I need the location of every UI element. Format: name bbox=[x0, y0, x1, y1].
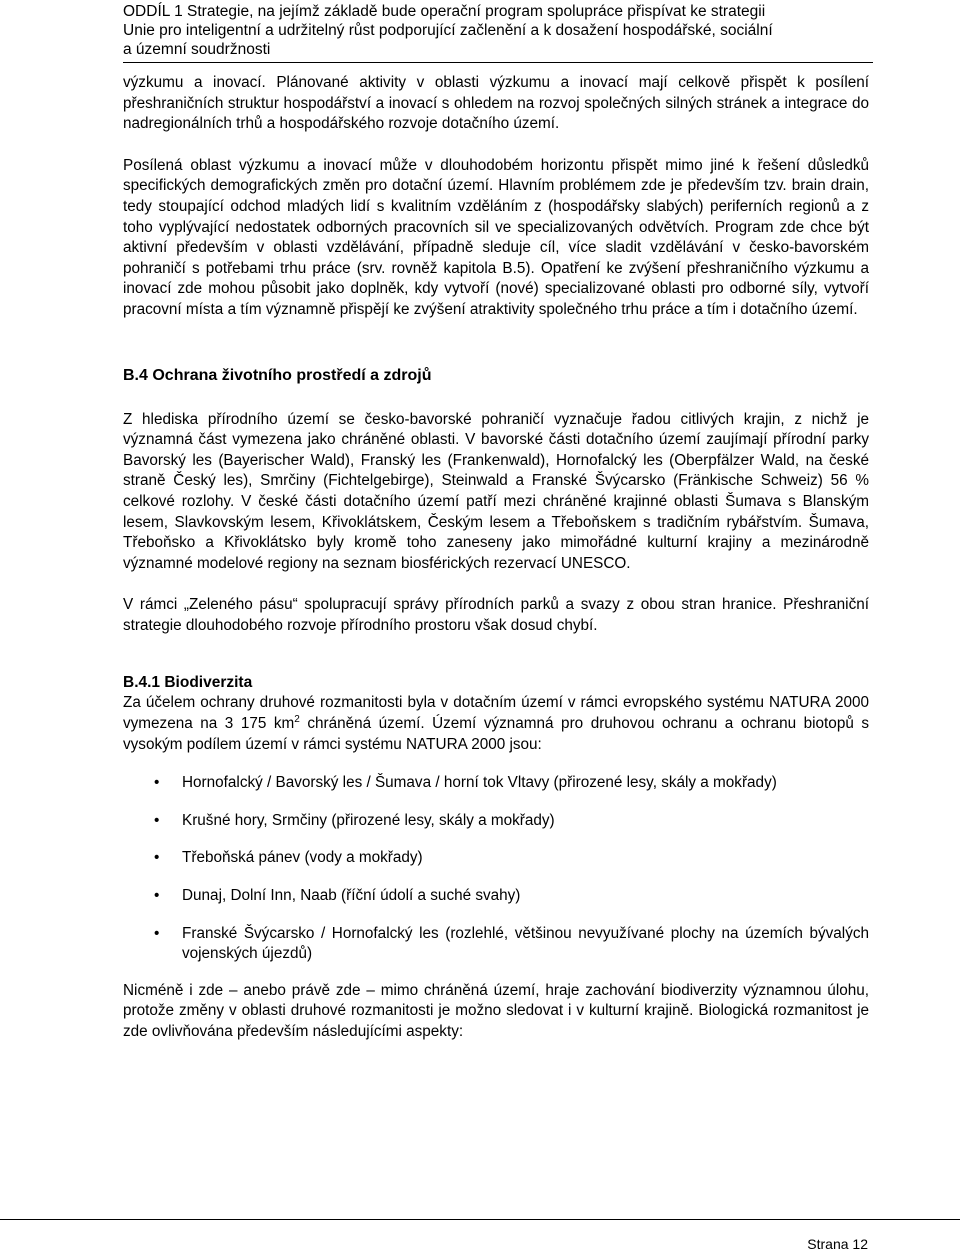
paragraph-brain-drain: Posílená oblast výzkumu a inovací může v dlouhodobém horizontu přispět mimo jiné k řešení důsledků specifických demografických změn pro dotační území. Hlavním problémem zde je především tzv. brain drain, tedy stoupající odchod mladých lidí s kvalitním vzděláním z (hospodářsky slabých) periferních regionů a z toho vyplývající nedostatek odborných pracovních sil ve specializovaných odvětvích. Program zde chce být aktivní především v oblasti vzdělávání, případně sleduje cíl, více sladit vzdělávání v česko-bavorském pohraničí s potřebami trhu práce (srv. rovněž kapitola B.5). Opatření ke zvýšení přeshraničního výzkumu a inovací zde mohou působit jako doplněk, kdy vytvoří (nové) specializované oblasti pro odborné síly, vytvoří pracovní místa a tím významně přispějí ke zvýšení atraktivity společného trhu práce a tím i dotačního území. bbox=[123, 156, 869, 318]
list-item bbox=[123, 811, 869, 832]
page-number: Strana 12 bbox=[807, 1236, 868, 1252]
list-item-text: Krušné hory, Srmčiny (přirozené lesy, skály a mokřady) bbox=[182, 811, 555, 829]
list-item bbox=[123, 886, 869, 907]
list-item bbox=[123, 924, 869, 965]
header-line-1: ODDÍL 1 Strategie, na jejímž základě bude operační program spolupráce přispívat ke strategii bbox=[123, 3, 766, 20]
bullet-icon: • bbox=[154, 924, 160, 942]
document-body bbox=[123, 73, 869, 1043]
section-heading-b4: B.4 Ochrana životního prostředí a zdrojů bbox=[123, 366, 432, 384]
bullet-icon: • bbox=[154, 774, 160, 792]
list-item bbox=[123, 848, 869, 869]
list-item-text: Franské Švýcarsko / Hornofalcký les (rozlehlé, většinou nevyužívané plochy na územích bývalých vojenských újezdů) bbox=[182, 924, 869, 963]
list-item bbox=[123, 773, 869, 794]
unit-superscript: 2 bbox=[294, 713, 300, 725]
bullet-icon: • bbox=[154, 849, 160, 867]
header-line-2: Unie pro inteligentní a udržitelný růst podporující začlenění a k dosažení hospodářské, sociální bbox=[123, 22, 773, 39]
bullet-icon: • bbox=[154, 887, 160, 905]
page-header bbox=[123, 2, 873, 63]
paragraph-biodiversity-aspects: Nicméně i zde – anebo právě zde – mimo chráněná území, hraje zachování biodiverzity významnou úlohu, protože změny v oblasti druhové rozmanitosti je možno sledovat i v kulturní krajině. Biologická rozmanitost je zde ovlivňována především následujícími aspekty: bbox=[123, 981, 869, 1040]
natura-text-before: Za účelem ochrany druhové rozmanitosti byla v dotačním území v rámci evropského systému NATURA 2000 vymezena na 3 175 km bbox=[123, 694, 869, 733]
footer-rule bbox=[0, 1219, 960, 1220]
paragraph-green-belt: V rámci „Zeleného pásu“ spolupracují správy přírodních parků a svazy z obou stran hranice. Přeshraniční strategie dlouhodobého rozvoje přírodního prostoru však dosud chybí. bbox=[123, 596, 869, 634]
list-item-text: Hornofalcký / Bavorský les / Šumava / horní tok Vltavy (přirozené lesy, skály a mokřady) bbox=[182, 774, 777, 792]
natura-text-after: chráněná území. Území významná pro druhovou ochranu a ochranu biotopů s vysokým podílem území v rámci systému NATURA 2000 jsou: bbox=[123, 715, 870, 753]
paragraph-research-innovation: výzkumu a inovací. Plánované aktivity v oblasti výzkumu a inovací mají celkově přispět k posílení přeshraničních struktur hospodářství a inovací s ohledem na rozvoj společných silných stránek a integrace do nadregionálních trhů a hospodářského rozvoje dotačního území. bbox=[123, 74, 869, 133]
list-item-text: Třeboňská pánev (vody a mokřady) bbox=[182, 849, 423, 867]
section-heading-b41: B.4.1 Biodiverzita bbox=[123, 674, 253, 692]
natura-areas-list bbox=[123, 773, 869, 965]
list-item-text: Dunaj, Dolní Inn, Naab (říční údolí a suché svahy) bbox=[182, 887, 521, 905]
paragraph-natura-2000 bbox=[123, 693, 869, 755]
header-line-3: a územní soudržnosti bbox=[123, 41, 271, 58]
paragraph-protected-areas: Z hlediska přírodního území se česko-bavorské pohraničí vyznačuje řadou citlivých krajin, z nichž je významná část vymezena jako chráněné oblasti. V bavorské části dotačního území zaujímají přírodní parky Bavorský les (Bayerischer Wald), Franský les (Frankenwald), Hornofalcký les (Oberpfälzer Wald, na české straně Český les), Smrčiny (Fichtelgebirge), Steinwald a Franské Švýcarsko (Fränkische Schweiz) 56 % celkové rozlohy. V české části dotačního území patří mezi chráněné krajinné oblasti Šumava s Blanským lesem, Slavkovským lesem, Křivoklátskem, Českým lesem a Třeboňskem s tradičním rybářstvím. Šumava, Třeboňsko a Křivoklátsko byly kromě toho zaneseny jako mimořádné kulturní krajiny a mezinárodně významné modelové regiony na seznam biosférických rezervací UNESCO. bbox=[123, 410, 869, 572]
bullet-icon: • bbox=[154, 811, 160, 829]
